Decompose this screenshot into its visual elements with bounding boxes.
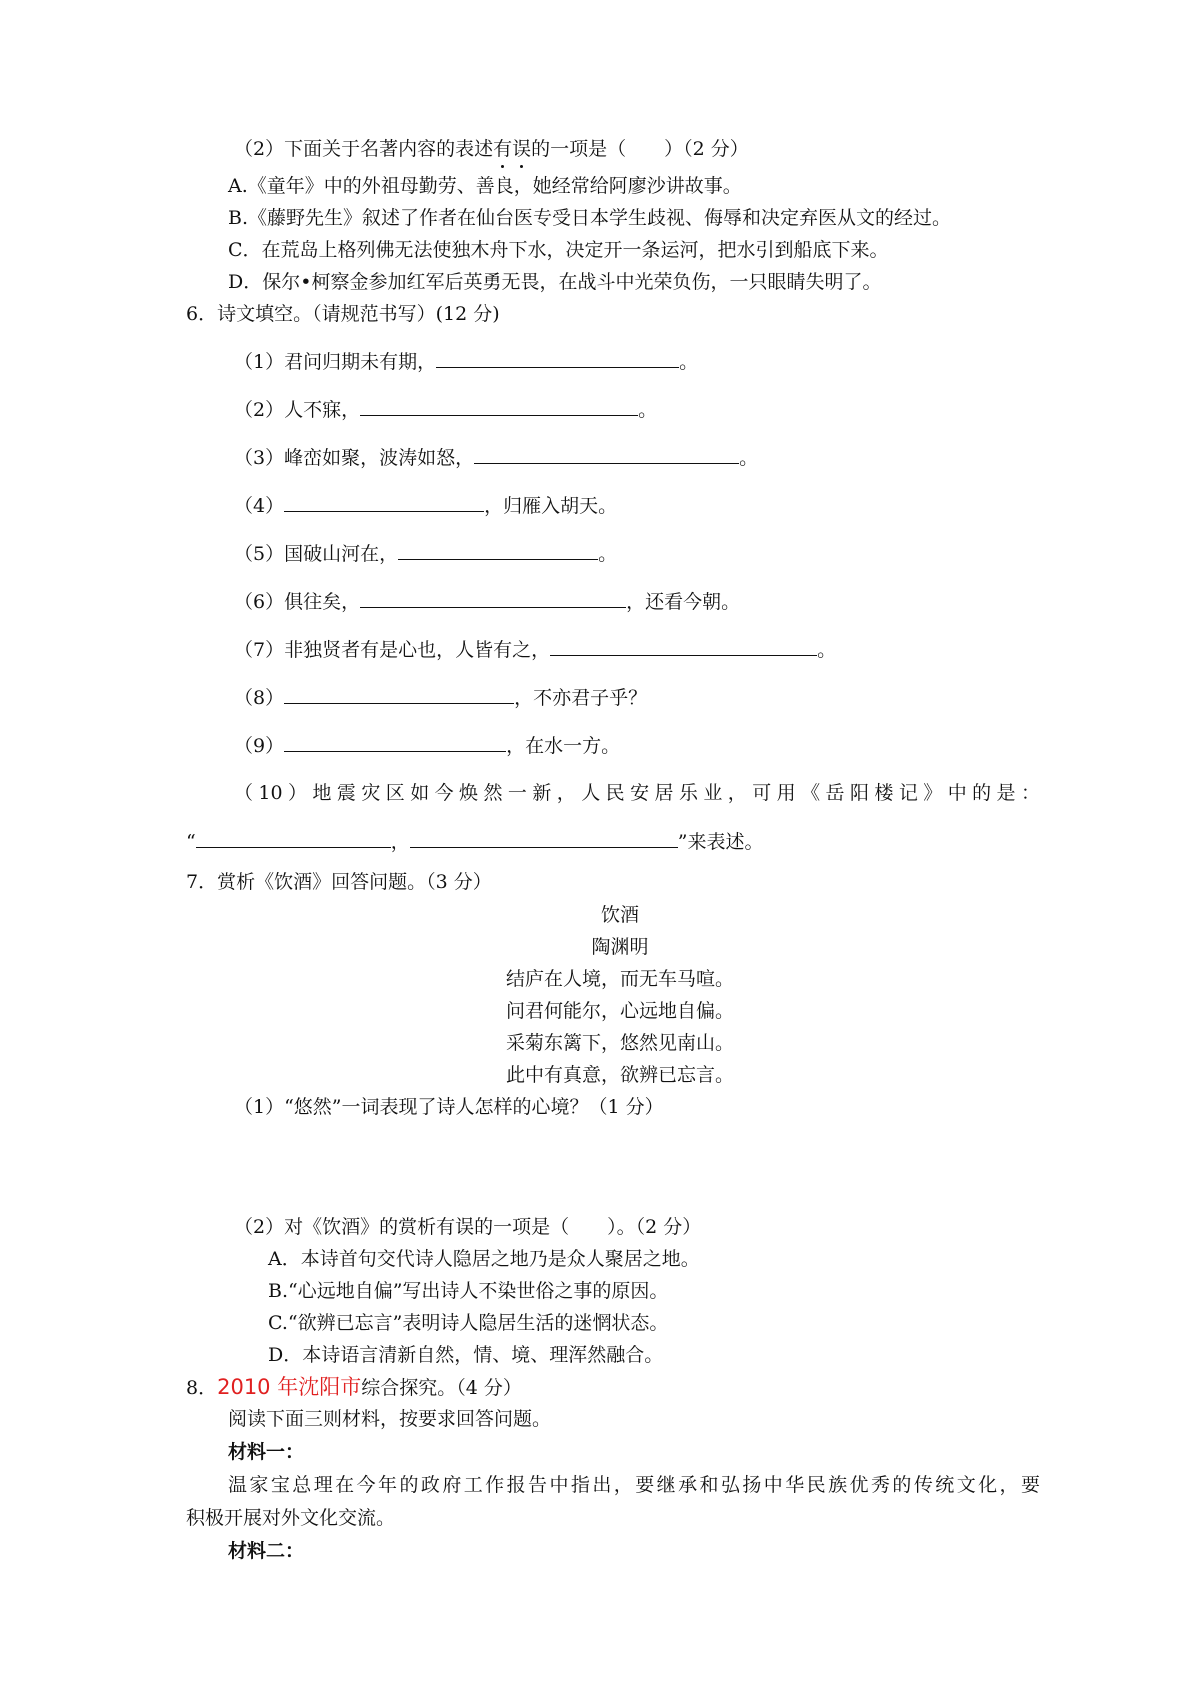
emphasis-dot: 误 xyxy=(512,138,532,160)
q5-option-a: A.《童年》中的外祖母勤劳、善良，她经常给阿廖沙讲故事。 xyxy=(228,175,742,197)
material-2-label: 材料二： xyxy=(228,1540,305,1562)
q6-item-2: （2）人不寐， 。 xyxy=(234,399,658,421)
answer-blank[interactable] xyxy=(474,445,739,464)
q8-intro: 阅读下面三则材料，按要求回答问题。 xyxy=(228,1408,552,1430)
answer-blank[interactable] xyxy=(284,493,484,512)
poem-title: 饮酒 xyxy=(600,904,639,926)
q6-title: 6．诗文填空。（请规范书写）(12 分) xyxy=(186,303,500,325)
q7-sub-1: （1）“悠然”一词表现了诗人怎样的心境？（1 分） xyxy=(234,1096,664,1118)
q6-item-7: （7）非独贤者有是心也，人皆有之， 。 xyxy=(234,639,837,661)
q6-item-9: （9） ，在水一方。 xyxy=(234,735,621,757)
poem-line-3: 采菊东篱下，悠然见南山。 xyxy=(505,1032,734,1054)
material-1-line-2: 积极开展对外文化交流。 xyxy=(186,1507,396,1529)
poem-line-4: 此中有真意，欲辨已忘言。 xyxy=(505,1064,734,1086)
q5-option-c: C．在荒岛上格列佛无法使独木舟下水，决定开一条运河，把水引到船底下来。 xyxy=(228,239,889,261)
material-1-label: 材料一： xyxy=(228,1441,305,1463)
poem-line-2: 问君何能尔，心远地自偏。 xyxy=(505,1000,734,1022)
answer-blank[interactable] xyxy=(410,829,678,848)
q6-item-8: （8） ，不亦君子乎？ xyxy=(234,687,648,709)
poem-line-1: 结庐在人境，而无车马喧。 xyxy=(505,968,734,990)
answer-blank[interactable] xyxy=(284,685,514,704)
q5-2-stem: （2）下面关于名著内容的表述有误的一项是（ ）（2 分） xyxy=(234,138,749,160)
q7-option-d: D．本诗语言清新自然，情、境、理浑然融合。 xyxy=(268,1344,664,1366)
q7-option-a: A．本诗首句交代诗人隐居之地乃是众人聚居之地。 xyxy=(268,1248,700,1270)
answer-blank[interactable] xyxy=(436,349,679,368)
answer-blank[interactable] xyxy=(360,397,638,416)
q8-source-tag: 2010 年沈阳市 xyxy=(217,1375,362,1399)
q7-title: 7．赏析《饮酒》回答问题。（3 分） xyxy=(186,871,492,893)
answer-blank[interactable] xyxy=(550,637,817,656)
q6-item-1: （1）君问归期未有期， 。 xyxy=(234,351,699,373)
answer-blank[interactable] xyxy=(284,733,506,752)
q8-title: 8．2010 年沈阳市综合探究。（4 分） xyxy=(186,1375,522,1399)
q6-item-4: （4） ，归雁入胡天。 xyxy=(234,495,618,517)
emphasis-dot: 有 xyxy=(493,138,513,160)
q6-item-5: （5）国破山河在， 。 xyxy=(234,543,618,565)
q6-item-10-line2: “ ， ”来表述。 xyxy=(186,831,764,853)
q5-option-b: B.《藤野先生》叙述了作者在仙台医专受日本学生歧视、侮辱和决定弃医从文的经过。 xyxy=(228,207,952,229)
q7-option-c: C.“欲辨已忘言”表明诗人隐居生活的迷惘状态。 xyxy=(268,1312,669,1334)
q7-sub-2: （2）对《饮酒》的赏析有误的一项是（ ）。（2 分） xyxy=(234,1216,702,1238)
q5-option-d: D．保尔•柯察金参加红军后英勇无畏，在战斗中光荣负伤，一只眼睛失明了。 xyxy=(228,271,882,293)
q6-item-3: （3）峰峦如聚，波涛如怒， 。 xyxy=(234,447,759,469)
q6-item-10-line1: （10）地震灾区如今焕然一新，人民安居乐业，可用《岳阳楼记》中的是： xyxy=(234,782,1040,804)
answer-blank[interactable] xyxy=(360,589,626,608)
answer-blank[interactable] xyxy=(398,541,598,560)
q7-option-b: B.“心远地自偏”写出诗人不染世俗之事的原因。 xyxy=(268,1280,669,1302)
poem-author: 陶渊明 xyxy=(591,936,649,958)
material-1-line-1: 温家宝总理在今年的政府工作报告中指出，要继承和弘扬中华民族优秀的传统文化，要 xyxy=(228,1474,1040,1496)
answer-blank[interactable] xyxy=(196,829,391,848)
q6-item-6: （6）俱往矣， ，还看今朝。 xyxy=(234,591,741,613)
